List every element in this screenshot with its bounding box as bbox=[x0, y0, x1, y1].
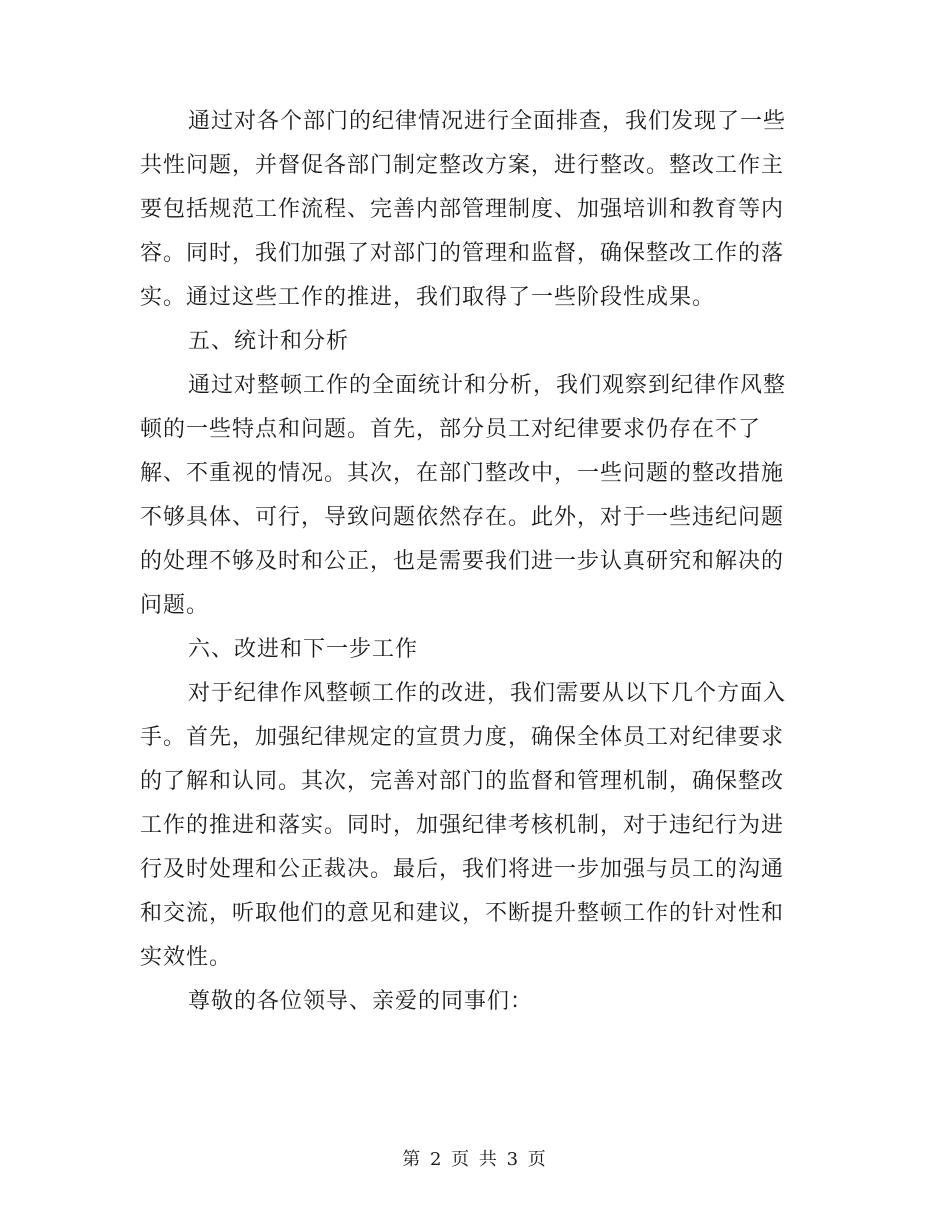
salutation-line: 尊敬的各位领导、亲爱的同事们： bbox=[188, 989, 534, 1014]
section-heading: 五、统计和分析 bbox=[188, 329, 350, 354]
paragraph-line: 要包括规范工作流程、完善内部管理制度、加强培训和教育等内 bbox=[140, 197, 785, 222]
paragraph-line: 共性问题，并督促各部门制定整改方案，进行整改。整改工作主 bbox=[140, 153, 785, 178]
paragraph-line: 的处理不够及时和公正，也是需要我们进一步认真研究和解决的 bbox=[140, 549, 785, 574]
paragraph-line: 和交流，听取他们的意见和建议，不断提升整顿工作的针对性和 bbox=[140, 901, 785, 926]
paragraph-line: 不够具体、可行，导致问题依然存在。此外，对于一些违纪问题 bbox=[140, 505, 785, 530]
paragraph-line: 手。首先，加强纪律规定的宣贯力度，确保全体员工对纪律要求 bbox=[140, 725, 785, 750]
document-body bbox=[140, 100, 800, 1024]
paragraph-line: 通过对各个部门的纪律情况进行全面排查，我们发现了一些 bbox=[188, 109, 787, 134]
paragraph-line: 工作的推进和落实。同时，加强纪律考核机制，对于违纪行为进 bbox=[140, 813, 785, 838]
paragraph-line: 实效性。 bbox=[140, 945, 233, 970]
paragraph-line: 顿的一些特点和问题。首先，部分员工对纪律要求仍存在不了 bbox=[140, 417, 762, 442]
paragraph-line: 通过对整顿工作的全面统计和分析，我们观察到纪律作风整 bbox=[188, 373, 787, 398]
paragraph-line: 容。同时，我们加强了对部门的管理和监督，确保整改工作的落 bbox=[140, 241, 785, 266]
paragraph-line: 解、不重视的情况。其次，在部门整改中，一些问题的整改措施 bbox=[140, 461, 785, 486]
page-number-footer: 第 2 页 共 3 页 bbox=[402, 1149, 548, 1170]
paragraph-line: 实。通过这些工作的推进，我们取得了一些阶段性成果。 bbox=[140, 285, 716, 310]
paragraph-line: 的了解和认同。其次，完善对部门的监督和管理机制，确保整改 bbox=[140, 769, 785, 794]
paragraph-line: 对于纪律作风整顿工作的改进，我们需要从以下几个方面入 bbox=[188, 681, 787, 706]
paragraph-line: 问题。 bbox=[140, 593, 210, 618]
section-heading: 六、改进和下一步工作 bbox=[188, 637, 419, 662]
paragraph-line: 行及时处理和公正裁决。最后，我们将进一步加强与员工的沟通 bbox=[140, 857, 785, 882]
